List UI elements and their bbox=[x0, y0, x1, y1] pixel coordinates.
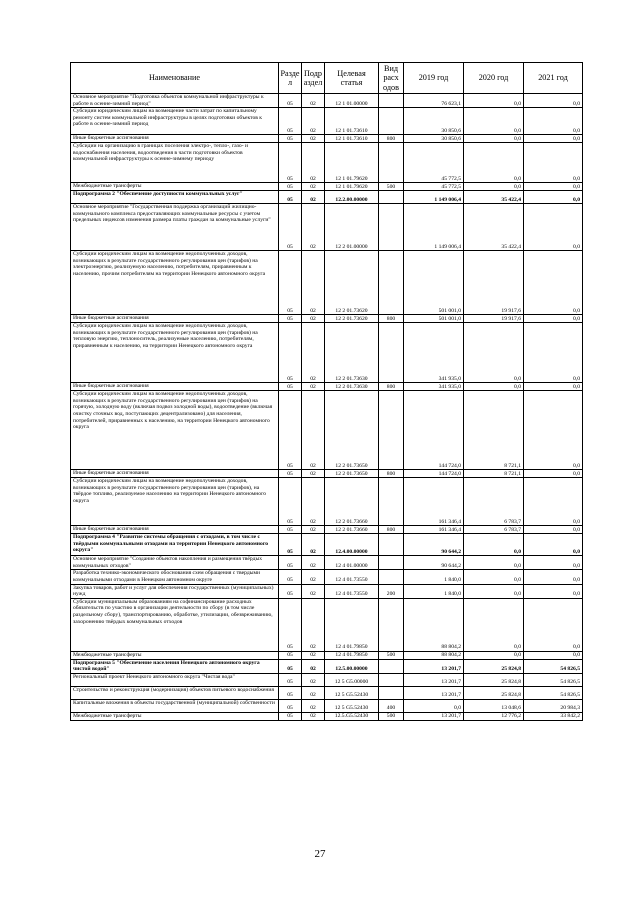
table-row bbox=[71, 323, 583, 383]
cell-target: 12 2 01.73630 bbox=[325, 383, 379, 391]
cell-v2021: 0,0 bbox=[524, 183, 583, 191]
cell-type bbox=[379, 391, 404, 470]
cell-target: 12 2 01.73660 bbox=[325, 526, 379, 534]
cell-sec: 05 bbox=[279, 712, 302, 720]
cell-v2021: 0,0 bbox=[524, 204, 583, 251]
header-name: Наименование bbox=[71, 63, 279, 94]
cell-sub: 02 bbox=[302, 135, 325, 143]
cell-v2021: 0,0 bbox=[524, 526, 583, 534]
cell-v2020: 0,0 bbox=[464, 534, 524, 556]
cell-type bbox=[379, 570, 404, 584]
cell-sec: 05 bbox=[279, 556, 302, 570]
cell-v2021: 0,0 bbox=[524, 108, 583, 135]
cell-v2019: 13 201,7 bbox=[404, 673, 464, 686]
cell-v2020: 0,0 bbox=[464, 323, 524, 383]
cell-sec: 05 bbox=[279, 651, 302, 659]
cell-sec: 05 bbox=[279, 108, 302, 135]
cell-v2020: 0,0 bbox=[464, 135, 524, 143]
cell-v2021: 0,0 bbox=[524, 143, 583, 183]
table-row bbox=[71, 251, 583, 315]
table-header-row bbox=[71, 63, 583, 94]
cell-v2021: 0,0 bbox=[524, 470, 583, 478]
cell-v2021: 54 826,5 bbox=[524, 686, 583, 699]
cell-target: 12.4.00.00000 bbox=[325, 534, 379, 556]
cell-v2021: 0,0 bbox=[524, 191, 583, 204]
cell-name: Иные бюджетные ассигнования bbox=[71, 315, 279, 323]
cell-target: 12 2 01.73630 bbox=[325, 323, 379, 383]
cell-v2020: 25 824,8 bbox=[464, 673, 524, 686]
table-row bbox=[71, 191, 583, 204]
cell-v2019: 161 346,4 bbox=[404, 526, 464, 534]
cell-v2019: 501 001,0 bbox=[404, 251, 464, 315]
cell-type bbox=[379, 659, 404, 673]
cell-sub: 02 bbox=[302, 315, 325, 323]
table-row bbox=[71, 183, 583, 191]
header-section: Разде л bbox=[279, 63, 302, 94]
cell-target: 12 2 01.73650 bbox=[325, 391, 379, 470]
header-2019: 2019 год bbox=[404, 63, 464, 94]
cell-target: 12 2 01.73620 bbox=[325, 315, 379, 323]
cell-v2019: 13 201,7 bbox=[404, 659, 464, 673]
cell-sec: 05 bbox=[279, 534, 302, 556]
cell-name: Межбюджетные трансферты bbox=[71, 712, 279, 720]
header-expense-type: Вид расх одов bbox=[379, 63, 404, 94]
cell-sub: 02 bbox=[302, 556, 325, 570]
cell-type: 500 bbox=[379, 712, 404, 720]
cell-sub: 02 bbox=[302, 570, 325, 584]
cell-type: 800 bbox=[379, 470, 404, 478]
cell-sec: 05 bbox=[279, 570, 302, 584]
cell-sec: 05 bbox=[279, 183, 302, 191]
cell-v2021: 0,0 bbox=[524, 598, 583, 651]
table-row bbox=[71, 651, 583, 659]
cell-v2019: 1 840,0 bbox=[404, 584, 464, 598]
cell-v2021: 54 826,5 bbox=[524, 673, 583, 686]
cell-name: Строительство и реконструкция (модернизация) объектов питьевого водоснабжения bbox=[71, 686, 279, 699]
cell-name: Субсидии муниципальным образованиям на софинансирование расходных обязательств по участию в организации деятельности по сбору (в том числе раздельному сбору), транспортированию, обработке, утилизации, обезвреживанию, захоронению твёрдых коммунальных отходов bbox=[71, 598, 279, 651]
cell-v2019: 30 850,6 bbox=[404, 108, 464, 135]
cell-target: 12 4 01.73550 bbox=[325, 570, 379, 584]
cell-target: 12 1 01.73610 bbox=[325, 135, 379, 143]
cell-name: Иные бюджетные ассигнования bbox=[71, 526, 279, 534]
cell-v2021: 0,0 bbox=[524, 391, 583, 470]
cell-target: 12.2.00.00000 bbox=[325, 191, 379, 204]
cell-sub: 02 bbox=[302, 659, 325, 673]
cell-sub: 02 bbox=[302, 391, 325, 470]
cell-sub: 02 bbox=[302, 598, 325, 651]
cell-type bbox=[379, 143, 404, 183]
cell-v2019: 76 623,1 bbox=[404, 94, 464, 108]
cell-sub: 02 bbox=[302, 534, 325, 556]
cell-v2020: 8 721,1 bbox=[464, 470, 524, 478]
cell-v2020: 19 917,6 bbox=[464, 251, 524, 315]
cell-type: 200 bbox=[379, 584, 404, 598]
cell-target: 12 2 01.73620 bbox=[325, 251, 379, 315]
cell-v2019: 88 804,2 bbox=[404, 598, 464, 651]
cell-v2020: 0,0 bbox=[464, 556, 524, 570]
cell-type bbox=[379, 534, 404, 556]
cell-type: 800 bbox=[379, 526, 404, 534]
table-row bbox=[71, 391, 583, 470]
cell-name: Субсидии юридическим лицам на возмещение недополученных доходов, возникающих в результате государственного регулирования цен (тарифов) на тепловую энергию, теплоноситель, реализуемые населению, потребителям, приравненным к населению, на территории Ненецкого автономного округа bbox=[71, 323, 279, 383]
cell-sub: 02 bbox=[302, 584, 325, 598]
table-row bbox=[71, 143, 583, 183]
cell-v2019: 144 724,0 bbox=[404, 391, 464, 470]
cell-type bbox=[379, 94, 404, 108]
cell-name: Подпрограмма 2 "Обеспечение доступности коммунальных услуг" bbox=[71, 191, 279, 204]
cell-sub: 02 bbox=[302, 94, 325, 108]
table-row bbox=[71, 598, 583, 651]
cell-v2020: 0,0 bbox=[464, 651, 524, 659]
cell-sec: 05 bbox=[279, 143, 302, 183]
cell-name: Субсидии юридическим лицам на возмещение части затрат по капитальному ремонту систем коммунальной инфраструктуры в целях подготовки объектов к работе в осенне-зимний период bbox=[71, 108, 279, 135]
cell-v2021: 33 842,2 bbox=[524, 712, 583, 720]
cell-v2020: 0,0 bbox=[464, 570, 524, 584]
cell-sec: 05 bbox=[279, 598, 302, 651]
cell-sub: 02 bbox=[302, 651, 325, 659]
cell-v2020: 6 783,7 bbox=[464, 526, 524, 534]
cell-name: Субсидии юридическим лицам на возмещение недополученных доходов, возникающих в результате государственного регулирования цен (тарифов) на электроэнергию, реализуемую населению, потребителям, приравненным к населению, прочим потребителям на территории Ненецкого автономного округа bbox=[71, 251, 279, 315]
cell-sub: 02 bbox=[302, 251, 325, 315]
table-row bbox=[71, 204, 583, 251]
cell-sec: 05 bbox=[279, 686, 302, 699]
cell-type: 500 bbox=[379, 651, 404, 659]
cell-sub: 02 bbox=[302, 204, 325, 251]
cell-sub: 02 bbox=[302, 183, 325, 191]
table-row bbox=[71, 673, 583, 686]
cell-sub: 02 bbox=[302, 143, 325, 183]
table-row bbox=[71, 534, 583, 556]
cell-sub: 02 bbox=[302, 699, 325, 712]
cell-sub: 02 bbox=[302, 478, 325, 526]
cell-name: Разработка технико-экономического обоснования схем обращения с твердыми коммунальными отходами в Ненецком автономном округе bbox=[71, 570, 279, 584]
cell-sec: 05 bbox=[279, 251, 302, 315]
cell-sub: 02 bbox=[302, 712, 325, 720]
header-subsection: Подр аздел bbox=[302, 63, 325, 94]
cell-name: Подпрограмма 5 "Обеспечение населения Ненецкого автономного округа чистой водой" bbox=[71, 659, 279, 673]
cell-type bbox=[379, 108, 404, 135]
budget-table-sheet bbox=[70, 62, 582, 721]
cell-target: 12 1 01.73610 bbox=[325, 108, 379, 135]
table-row bbox=[71, 94, 583, 108]
cell-type bbox=[379, 323, 404, 383]
cell-v2020: 6 783,7 bbox=[464, 478, 524, 526]
cell-sub: 02 bbox=[302, 526, 325, 534]
cell-v2019: 501 001,0 bbox=[404, 315, 464, 323]
cell-sec: 05 bbox=[279, 699, 302, 712]
cell-v2021: 20 984,3 bbox=[524, 699, 583, 712]
cell-v2021: 0,0 bbox=[524, 534, 583, 556]
cell-sec: 05 bbox=[279, 659, 302, 673]
cell-sec: 05 bbox=[279, 478, 302, 526]
cell-sub: 02 bbox=[302, 108, 325, 135]
table-row bbox=[71, 570, 583, 584]
cell-name: Субсидии юридическим лицам на возмещение недополученных доходов, возникающих в результате государственного регулирования цен (тарифов), на твёрдое топливо, реализуемое населению на территории Ненецкого автономного округа bbox=[71, 478, 279, 526]
table-body bbox=[71, 94, 583, 721]
cell-v2020: 0,0 bbox=[464, 183, 524, 191]
cell-type bbox=[379, 598, 404, 651]
table-row bbox=[71, 478, 583, 526]
cell-type bbox=[379, 251, 404, 315]
cell-name: Иные бюджетные ассигнования bbox=[71, 470, 279, 478]
cell-v2021: 0,0 bbox=[524, 383, 583, 391]
cell-v2020: 0,0 bbox=[464, 584, 524, 598]
cell-name: Иные бюджетные ассигнования bbox=[71, 135, 279, 143]
cell-name: Региональный проект Ненецкого автономного округа "Чистая вода" bbox=[71, 673, 279, 686]
header-2020: 2020 год bbox=[464, 63, 524, 94]
cell-name: Капитальные вложения в объекты государственной (муниципальной) собственности bbox=[71, 699, 279, 712]
cell-name: Субсидии юридическим лицам на возмещение недополученных доходов, возникающих в результате государственного регулирования цен (тарифов) на горячую, холодную воду (включая подвоз холодной воды), водоотведение (включая очистку сточных вод, поступающих децентрализовано) для населения, потребителей, приравненных к населению, на территории Ненецкого автономного округа bbox=[71, 391, 279, 470]
table-row bbox=[71, 108, 583, 135]
table-row bbox=[71, 584, 583, 598]
budget-table bbox=[70, 62, 583, 721]
cell-v2019: 161 346,4 bbox=[404, 478, 464, 526]
table-row bbox=[71, 712, 583, 720]
table-row bbox=[71, 526, 583, 534]
cell-name: Иные бюджетные ассигнования bbox=[71, 383, 279, 391]
cell-type: 800 bbox=[379, 383, 404, 391]
cell-sec: 05 bbox=[279, 204, 302, 251]
cell-v2021: 0,0 bbox=[524, 135, 583, 143]
cell-v2019: 341 935,0 bbox=[404, 323, 464, 383]
cell-v2019: 1 149 006,4 bbox=[404, 191, 464, 204]
cell-sec: 05 bbox=[279, 470, 302, 478]
cell-name: Закупка товаров, работ и услуг для обеспечения государственных (муниципальных) нужд bbox=[71, 584, 279, 598]
cell-sec: 05 bbox=[279, 191, 302, 204]
cell-name: Основное мероприятие "Подготовка объектов коммунальной инфраструктуры к работе в осенне-зимний период" bbox=[71, 94, 279, 108]
cell-v2019: 1 149 006,4 bbox=[404, 204, 464, 251]
cell-target: 12.5.00.00000 bbox=[325, 659, 379, 673]
cell-name: Основное мероприятие "Создание объектов накопления и размещения твёрдых коммунальных отходов" bbox=[71, 556, 279, 570]
cell-v2021: 0,0 bbox=[524, 556, 583, 570]
cell-name: Субсидии на организацию в границах поселения электро-, тепло-, газо- и водоснабжения населения, водоотведения в части подготовки объектов коммунальной инфраструктуры к осенне-зимнему периоду bbox=[71, 143, 279, 183]
cell-v2019: 30 850,6 bbox=[404, 135, 464, 143]
cell-v2020: 0,0 bbox=[464, 598, 524, 651]
cell-v2020: 35 422,4 bbox=[464, 204, 524, 251]
cell-v2021: 54 826,5 bbox=[524, 659, 583, 673]
table-row bbox=[71, 315, 583, 323]
cell-target: 12 4 01.79850 bbox=[325, 598, 379, 651]
cell-sub: 02 bbox=[302, 673, 325, 686]
cell-target: 12 1 01.79620 bbox=[325, 183, 379, 191]
cell-type bbox=[379, 673, 404, 686]
cell-target: 12 5 G5.52430 bbox=[325, 699, 379, 712]
cell-target: 12 2 01.73660 bbox=[325, 478, 379, 526]
cell-name: Межбюджетные трансферты bbox=[71, 183, 279, 191]
cell-sec: 05 bbox=[279, 584, 302, 598]
cell-type bbox=[379, 204, 404, 251]
cell-v2020: 25 824,8 bbox=[464, 686, 524, 699]
cell-v2020: 0,0 bbox=[464, 108, 524, 135]
cell-target: 12 2 01.73650 bbox=[325, 470, 379, 478]
cell-v2019: 13 201,7 bbox=[404, 686, 464, 699]
cell-target: 12 5 G5.00000 bbox=[325, 673, 379, 686]
cell-target: 12 4 01.79850 bbox=[325, 651, 379, 659]
cell-v2019: 90 644,2 bbox=[404, 556, 464, 570]
cell-v2020: 25 824,8 bbox=[464, 659, 524, 673]
cell-target: 12 4 01.00000 bbox=[325, 556, 379, 570]
cell-target: 12 2 01.00000 bbox=[325, 204, 379, 251]
cell-sec: 05 bbox=[279, 673, 302, 686]
cell-v2020: 0,0 bbox=[464, 143, 524, 183]
cell-v2019: 1 840,0 bbox=[404, 570, 464, 584]
cell-target: 12 1 01.00000 bbox=[325, 94, 379, 108]
cell-target: 12 4 01.73550 bbox=[325, 584, 379, 598]
cell-type: 500 bbox=[379, 183, 404, 191]
cell-name: Межбюджетные трансферты bbox=[71, 651, 279, 659]
header-2021: 2021 год bbox=[524, 63, 583, 94]
cell-v2021: 0,0 bbox=[524, 315, 583, 323]
cell-v2019: 45 772,5 bbox=[404, 183, 464, 191]
cell-v2021: 0,0 bbox=[524, 651, 583, 659]
cell-target: 12 1 01.79620 bbox=[325, 143, 379, 183]
cell-name: Подпрограмма 4 "Развитие системы обращения с отходами, в том числе с твёрдыми коммунальными отходами на территории Ненецкого автономного округа" bbox=[71, 534, 279, 556]
cell-sub: 02 bbox=[302, 470, 325, 478]
cell-target: 12.5.G5.52430 bbox=[325, 712, 379, 720]
cell-sec: 05 bbox=[279, 383, 302, 391]
cell-type bbox=[379, 191, 404, 204]
cell-v2021: 0,0 bbox=[524, 94, 583, 108]
page-number: 27 bbox=[314, 848, 326, 860]
cell-sub: 02 bbox=[302, 383, 325, 391]
cell-v2020: 0,0 bbox=[464, 94, 524, 108]
cell-v2020: 35 422,4 bbox=[464, 191, 524, 204]
cell-v2020: 12 776,2 bbox=[464, 712, 524, 720]
table-row bbox=[71, 686, 583, 699]
cell-type: 800 bbox=[379, 315, 404, 323]
cell-v2021: 0,0 bbox=[524, 478, 583, 526]
cell-type bbox=[379, 478, 404, 526]
cell-type: 400 bbox=[379, 699, 404, 712]
cell-type bbox=[379, 556, 404, 570]
cell-v2021: 0,0 bbox=[524, 251, 583, 315]
cell-sec: 05 bbox=[279, 315, 302, 323]
cell-sub: 02 bbox=[302, 191, 325, 204]
cell-type bbox=[379, 686, 404, 699]
cell-v2020: 8 721,1 bbox=[464, 391, 524, 470]
cell-sec: 05 bbox=[279, 323, 302, 383]
cell-v2019: 13 201,7 bbox=[404, 712, 464, 720]
cell-v2019: 88 804,2 bbox=[404, 651, 464, 659]
cell-v2021: 0,0 bbox=[524, 584, 583, 598]
table-row bbox=[71, 470, 583, 478]
cell-type: 800 bbox=[379, 135, 404, 143]
cell-target: 12 5 G5.52430 bbox=[325, 686, 379, 699]
table-row bbox=[71, 556, 583, 570]
cell-v2020: 13 048,6 bbox=[464, 699, 524, 712]
cell-sec: 05 bbox=[279, 391, 302, 470]
cell-v2019: 0,0 bbox=[404, 699, 464, 712]
cell-v2019: 144 724,0 bbox=[404, 470, 464, 478]
cell-sec: 05 bbox=[279, 94, 302, 108]
cell-v2020: 19 917,6 bbox=[464, 315, 524, 323]
cell-v2019: 45 772,5 bbox=[404, 143, 464, 183]
cell-v2020: 0,0 bbox=[464, 383, 524, 391]
table-row bbox=[71, 135, 583, 143]
table-row bbox=[71, 699, 583, 712]
table-row bbox=[71, 383, 583, 391]
cell-v2019: 341 935,0 bbox=[404, 383, 464, 391]
cell-name: Основное мероприятие "Государственная поддержка организаций жилищно-коммунального комплекса предоставляющих коммунальные ресурсы с учетом предельных индексов изменения размера платы граждан за коммунальные услуги" bbox=[71, 204, 279, 251]
cell-v2021: 0,0 bbox=[524, 323, 583, 383]
cell-v2019: 90 644,2 bbox=[404, 534, 464, 556]
cell-sub: 02 bbox=[302, 323, 325, 383]
cell-v2021: 0,0 bbox=[524, 570, 583, 584]
cell-sub: 02 bbox=[302, 686, 325, 699]
cell-sec: 05 bbox=[279, 135, 302, 143]
table-row bbox=[71, 659, 583, 673]
header-target: Целевая статья bbox=[325, 63, 379, 94]
cell-sec: 05 bbox=[279, 526, 302, 534]
